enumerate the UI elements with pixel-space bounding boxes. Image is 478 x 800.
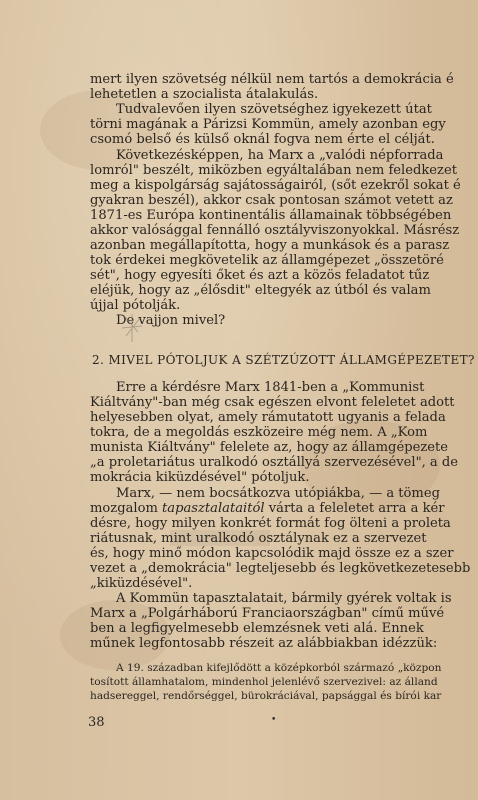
- text-line: Marx, — nem bocsátkozva utópiákba, — a tömeg: [116, 486, 440, 501]
- page-number: 38: [88, 715, 105, 730]
- text-line: Kiáltvány"-ban még csak egészen elvont feleletet adott: [90, 395, 455, 410]
- footnote-line: tosított államhatalom, mindenhol jelenlévő szervezivel: az álland: [90, 676, 438, 688]
- text-line: műnek legfontosabb részeit az alábbiakban idézzük:: [90, 636, 438, 651]
- text-line: eléjük, hogy az „élősdit" eltegyék az útból és valam: [90, 283, 431, 298]
- text-line: Következésképpen, ha Marx a „valódi népforrada: [116, 148, 444, 163]
- text-line: désre, hogy milyen konkrét formát fog ölteni a proleta: [90, 516, 451, 531]
- text-line: vezet a „demokrácia" legteljesebb és legkövetkezetesebb: [90, 561, 471, 576]
- text-line: Marx a „Polgárháború Franciaországban" című művé: [90, 606, 445, 621]
- text-line: munista Kiáltvány" felelete az, hogy az államgépezete: [90, 440, 448, 455]
- text-line: riátusnak, mint uralkodó osztálynak ez a szervezet: [90, 531, 427, 546]
- text-line: ben a legfigyelmesebb elemzésnek veti alá. Ennek: [90, 621, 424, 636]
- text-line: tok érdekei megkövetelik az államgépezet „összetöré: [90, 253, 444, 268]
- footnote-line: hadsereggel, rendőrséggel, bürokráciával, papsággal és bírói kar: [90, 690, 442, 702]
- text-line: lomról" beszélt, miközben egyáltalában nem feledkezet: [90, 163, 457, 178]
- text-line: Tudvalevően ilyen szövetséghez igyekezett útat: [116, 102, 432, 117]
- text-line: mert ilyen szövetség nélkül nem tartós a demokrácia é: [90, 72, 454, 87]
- text-line: „a proletariátus uralkodó osztállyá szervezésével", a de: [90, 455, 459, 470]
- text-line: gyakran beszél), akkor csak pontosan számot vetett az: [90, 193, 453, 208]
- text-line: „kiküzdésével".: [90, 576, 193, 591]
- text-line: és, hogy minő módon kapcsolódik majd össze ez a szer: [90, 546, 454, 561]
- text-line: mokrácia kiküzdésével" pótoljuk.: [90, 470, 310, 485]
- text-line: 1871-es Európa kontinentális államainak többségében: [90, 208, 452, 223]
- footnote-line: A 19. században kifejlődött a középkorból származó „közpon: [116, 662, 442, 674]
- section-heading: 2. MIVEL PÓTOLJUK A SZÉTZÚZOTT ÁLLAMGÉPEZETET?: [92, 353, 475, 367]
- text-line: akkor valósággal fennálló osztályviszonyokkal. Másrész: [90, 223, 460, 238]
- pencil-mark: [118, 312, 148, 352]
- text-line: Erre a kérdésre Marx 1841-ben a „Kommunist: [116, 380, 425, 395]
- text-line: csomó belső és külső oknál fogva nem érte el célját.: [90, 132, 435, 147]
- text-line: tokra, de a megoldás eszközeire még nem. A „Kom: [90, 425, 428, 440]
- printer-dot: •: [271, 715, 277, 725]
- text-line: De vajjon mivel?: [116, 313, 226, 328]
- italic-phrase: tapasztalataitól: [162, 501, 265, 516]
- text-line: mozgalom tapasztalataitól várta a feleletet arra a kér: [90, 501, 445, 516]
- text-line: meg a kispolgárság sajátosságairól, (sőt ezekről sokat é: [90, 178, 461, 193]
- text-line: újjal pótolják.: [90, 298, 181, 313]
- text-line: azonban megállapította, hogy a munkások és a parasz: [90, 238, 450, 253]
- text-line: lehetetlen a szocialista átalakulás.: [90, 87, 319, 102]
- text-line: törni magának a Párizsi Kommün, amely azonban egy: [90, 117, 446, 132]
- text-line: sét", hogy egyesíti őket és azt a közös feladatot tűz: [90, 268, 430, 283]
- text-line: A Kommün tapasztalatait, bármily gyérek voltak is: [116, 591, 452, 606]
- text-line: helyesebben olyat, amely rámutatott ugyanis a felada: [90, 410, 446, 425]
